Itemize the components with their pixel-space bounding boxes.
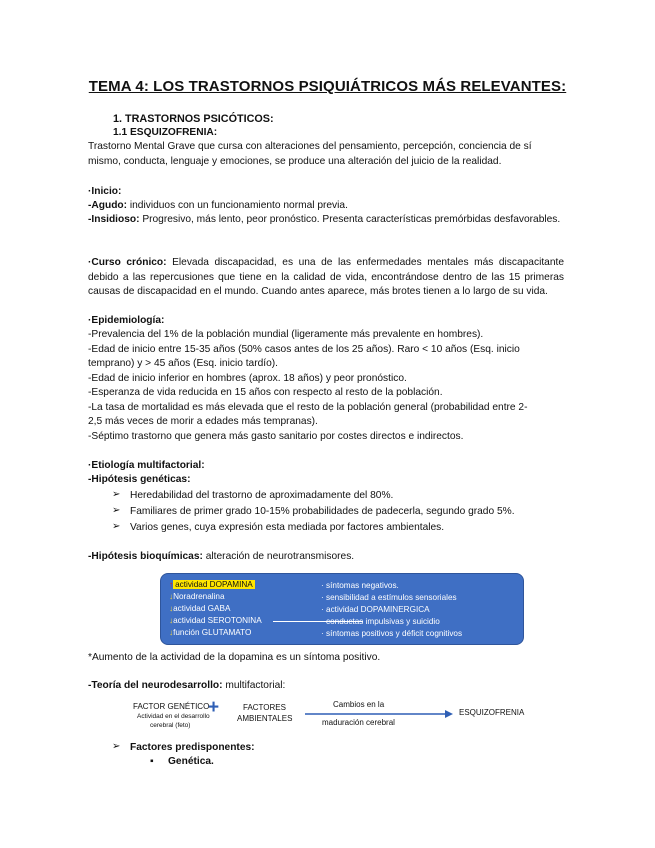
effect-label bbox=[321, 617, 440, 626]
epidemiologia-line: 2,5 más veces de morir a edades más tempranas). bbox=[88, 416, 318, 427]
effect-text: sensibilidad a estímulos sensoriales bbox=[326, 593, 457, 602]
epidemiologia-line: -Séptimo trastorno que genera más gasto sanitario por costes directos e indirectos. bbox=[88, 431, 464, 442]
insidioso-paragraph bbox=[88, 213, 564, 228]
factores-ambientales-1: FACTORES bbox=[243, 703, 286, 712]
factor-genetico-label: FACTOR GENÉTICO bbox=[133, 702, 210, 711]
effect-label bbox=[321, 605, 430, 614]
agudo-label: -Agudo: bbox=[88, 200, 128, 211]
genetic-bullet: Familiares de primer grado 10-15% probabilidades de padecerla, segundo grado 5%. bbox=[130, 506, 515, 517]
arrow-bullet-icon: ➢ bbox=[112, 505, 121, 516]
bullet-icon: ▪ bbox=[150, 756, 154, 767]
geneticas-label: -Hipótesis genéticas: bbox=[88, 474, 191, 485]
definition-line-1: Trastorno Mental Grave que cursa con alteraciones del pensamiento, percepción, conciencia de sí bbox=[88, 141, 532, 152]
genetic-bullet: Varios genes, cuya expresión esta mediada por factores ambientales. bbox=[130, 522, 445, 533]
nt-row-serotonina bbox=[169, 616, 262, 625]
definition-line-2: mismo, conducta, lenguaje y emociones, se produce una alteración del juicio de la realidad. bbox=[88, 156, 502, 167]
section-heading: 1. TRASTORNOS PSICÓTICOS: bbox=[113, 113, 274, 125]
nt-row-glutamato bbox=[169, 628, 251, 637]
curso-paragraph bbox=[88, 256, 564, 300]
document-title: TEMA 4: LOS TRASTORNOS PSIQUIÁTRICOS MÁS RELEVANTES: bbox=[88, 78, 567, 95]
bullet-icon: · bbox=[321, 605, 327, 614]
nt-row-dopamina bbox=[169, 580, 255, 589]
epidemiologia-heading: ·Epidemiología: bbox=[88, 315, 165, 326]
genetic-bullet: Heredabilidad del trastorno de aproximadamente del 80%. bbox=[130, 490, 394, 501]
bullet-icon: · bbox=[321, 617, 327, 626]
effect-label bbox=[321, 581, 399, 590]
down-arrow-icon: ↓ bbox=[169, 616, 174, 625]
neurodesarrollo-label: -Teoría del neurodesarrollo: bbox=[88, 680, 223, 691]
effect-text: conductas impulsivas y suicidio bbox=[326, 617, 440, 626]
cambios-label-1: Cambios en la bbox=[333, 700, 385, 709]
curso-text: Elevada discapacidad, es una de las enfermedades mentales más discapacitante debido a las repercusiones que tiene en la calidad de vida, encontrándose dentro de las 15 primeras causas de discapacidad en el mundo. Cuando antes aparece, más brotes tienen a lo largo de su vida. bbox=[88, 257, 564, 297]
plus-icon: + bbox=[208, 697, 220, 718]
epidemiologia-line: -Prevalencia del 1% de la población mundial (ligeramente más prevalente en hombres). bbox=[88, 329, 484, 340]
arrow-bullet-icon: ➢ bbox=[112, 741, 121, 752]
insidioso-label: -Insidioso: bbox=[88, 214, 140, 225]
epidemiologia-line: temprano) y > 45 años (Esq. inicio tardío). bbox=[88, 358, 278, 369]
down-arrow-icon: ↓ bbox=[169, 604, 174, 613]
factores-ambientales-2: AMBIENTALES bbox=[237, 714, 293, 723]
effect-label bbox=[321, 629, 462, 638]
bullet-icon: · bbox=[321, 593, 327, 602]
arrow-bullet-icon: ➢ bbox=[112, 489, 121, 500]
down-arrow-icon: ↓ bbox=[169, 592, 174, 601]
serotonina-label: actividad SEROTONINA bbox=[173, 616, 262, 625]
effect-text: síntomas positivos y déficit cognitivos bbox=[326, 629, 463, 638]
arrow-bullet-icon: ➢ bbox=[112, 521, 121, 532]
up-arrow-icon: ↑ bbox=[169, 580, 174, 589]
bullet-icon: · bbox=[321, 629, 327, 638]
epidemiologia-line: -Esperanza de vida reducida en 15 años con respecto al resto de la población. bbox=[88, 387, 443, 398]
down-arrow-icon: ↓ bbox=[169, 628, 174, 637]
epidemiologia-line: -Edad de inicio inferior en hombres (aprox. 18 años) y peor pronóstico. bbox=[88, 373, 407, 384]
nt-row-gaba bbox=[169, 604, 230, 613]
curso-label: ·Curso crónico: bbox=[88, 257, 167, 268]
subsection-heading: 1.1 ESQUIZOFRENIA: bbox=[113, 127, 218, 138]
effect-label bbox=[321, 593, 457, 602]
bioquimicas-text: alteración de neurotransmisores. bbox=[202, 551, 355, 562]
effect-text: síntomas negativos. bbox=[326, 581, 399, 590]
noradrenalina-label: Noradrenalina bbox=[173, 592, 225, 601]
esquizofrenia-label: ESQUIZOFRENIA bbox=[459, 708, 525, 717]
neurodesarrollo-text: multifactorial: bbox=[222, 680, 286, 691]
neurotransmitter-box bbox=[160, 573, 524, 645]
insidioso-text: Progresivo, más lento, peor pronóstico. Presenta características premórbidas desfavorables. bbox=[139, 214, 561, 225]
cambios-label-2: maduración cerebral bbox=[322, 718, 395, 727]
factor-genetico-sub2: cerebral (feto) bbox=[150, 722, 191, 729]
dopamina-label: actividad DOPAMINA bbox=[175, 580, 253, 589]
bullet-icon: · bbox=[321, 581, 327, 590]
agudo-line bbox=[88, 199, 348, 214]
epidemiologia-line: -La tasa de mortalidad es más elevada que el resto de la población general (probabilidad entre 2- bbox=[88, 402, 528, 413]
flow-arrow-icon bbox=[305, 709, 455, 719]
factor-genetico-sub1: Actividad en el desarrollo bbox=[137, 713, 210, 720]
nt-row-noradrenalina bbox=[169, 592, 225, 601]
gaba-label: actividad GABA bbox=[173, 604, 231, 613]
predisponentes-item: Genética. bbox=[168, 756, 214, 767]
epidemiologia-line: -Edad de inicio entre 15-35 años (50% casos antes de los 25 años). Raro < 10 años (Esq. inicio bbox=[88, 344, 520, 355]
agudo-text: individuos con un funcionamiento normal previa. bbox=[127, 200, 348, 211]
footnote: *Aumento de la actividad de la dopamina es un síntoma positivo. bbox=[88, 652, 381, 663]
etiologia-heading: ·Etiología multifactorial: bbox=[88, 460, 205, 471]
neurodesarrollo-line bbox=[88, 679, 285, 694]
predisponentes-label: Factores predisponentes: bbox=[130, 742, 255, 753]
glutamato-label: función GLUTAMATO bbox=[173, 628, 252, 637]
bioquimicas-line bbox=[88, 550, 354, 565]
effect-text: actividad DOPAMINERGICA bbox=[326, 605, 430, 614]
inicio-heading: ·Inicio: bbox=[88, 186, 122, 197]
bioquimicas-label: -Hipótesis bioquímicas: bbox=[88, 551, 203, 562]
